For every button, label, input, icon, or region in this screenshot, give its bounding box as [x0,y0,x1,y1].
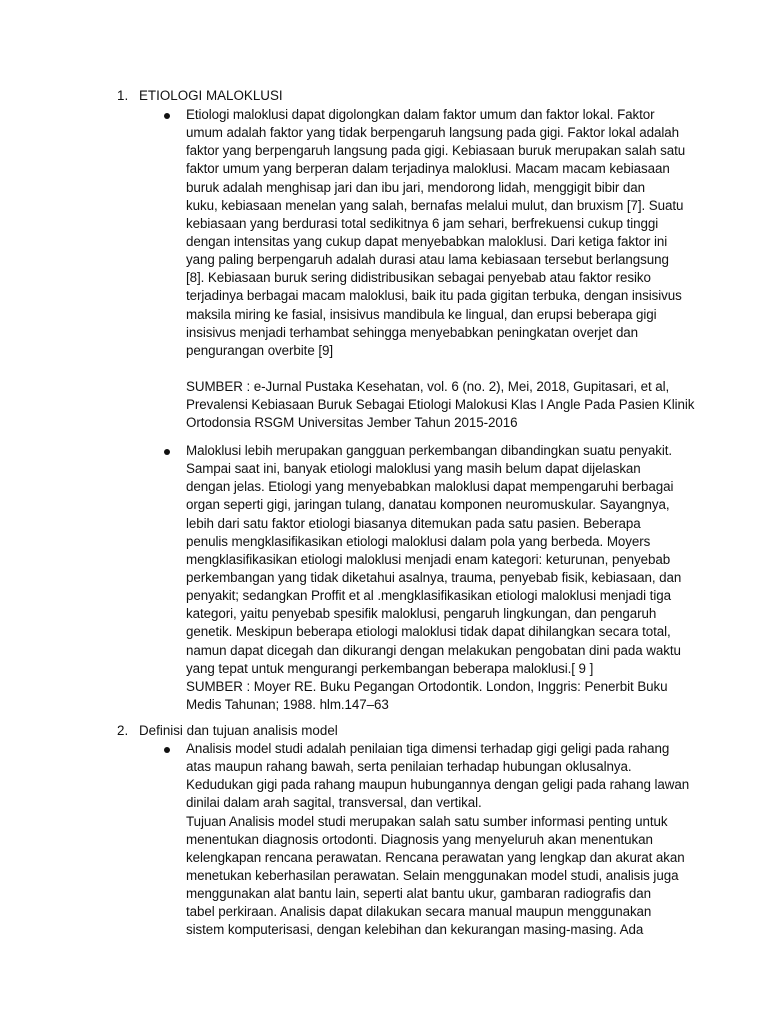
text-line: SUMBER : e-Jurnal Pustaka Kesehatan, vol. 6 (no. 2), Mei, 2018, Gupitasari, et al, [186,379,670,395]
section-heading-1 [117,87,717,105]
text-line: penyakit; sedangkan Proffit et al .mengklasifikasikan etiologi maloklusi menjadi tiga [186,588,671,604]
list-item [186,442,706,714]
text-line: menentukan diagnosis ortodonti. Diagnosis yang menyeluruh akan menentukan [186,831,653,847]
paragraph [186,740,706,940]
text-line: yang paling berpengaruh adalah durasi atau lama kebiasaan tersebut berlangsung [186,252,669,268]
text-line: kuku, kebiasaan menelan yang salah, bernafas melalui mulut, dan bruxism [7]. Suatu [186,197,684,213]
text-line: dengan jelas. Etiologi yang menyebabkan maloklusi dapat mempengaruhi berbagai [186,479,674,495]
text-line: insisivus menjadi terhambat sehingga menyebabkan peningkatan overjet dan [186,324,639,340]
text-line: kategori, yaitu penyebab spesifik maloklusi, pengaruh lingkungan, dan pengaruh [186,606,657,622]
text-line: perkembangan yang tidak diketahui asalnya, trauma, penyebab fisik, kebiasaan, dan [186,569,682,585]
text-line: Sampai saat ini, banyak etiologi maloklusi yang masih belum dapat dijelaskan [186,461,641,477]
text-line: SUMBER : Moyer RE. Buku Pegangan Ortodontik. London, Inggris: Penerbit Buku [186,678,668,694]
text-line: pengurangan overbite [9] [186,342,333,358]
text-line: Tujuan Analisis model studi merupakan salah satu sumber informasi penting untuk [186,813,668,829]
text-line: genetik. Meskipun beberapa etiologi maloklusi tidak dapat dihilangkan secara total, [186,624,671,640]
source-citation [186,378,706,432]
text-line: penulis mengklasifikasikan etiologi maloklusi dalam pola yang berbeda. Moyers [186,533,651,549]
text-line: Analisis model studi adalah penilaian tiga dimensi terhadap gigi geligi pada rahang [186,741,670,756]
text-line: kebiasaan yang berdurasi total sedikitnya 6 jam sehari, berfrekuensi cukup tinggi [186,215,659,231]
text-line: organ seperti gigi, jaringan tulang, danatau komponen neuromuskular. Sayangnya, [186,497,670,513]
bullet-icon [164,113,170,119]
text-line: Kedudukan gigi pada rahang maupun hubungannya dengan geligi pada rahang lawan [186,777,690,793]
text-line: dengan intensitas yang cukup dapat menyebabkan maloklusi. Dari ketiga faktor ini [186,233,668,249]
paragraph [186,442,706,678]
section-title: ETIOLOGI MALOKLUSI [139,88,283,103]
bullet-icon [164,449,170,455]
text-line: Ortodonsia RSGM Universitas Jember Tahun 2015-2016 [186,415,518,431]
section-number: 2. [117,723,129,738]
text-line: atas maupun rahang bawah, serta penilaian terhadap hubungan oklusalnya. [186,759,632,775]
text-line: mengklasifikasikan etiologi maloklusi menjadi enam kategori: keturunan, penyebab [186,551,671,567]
text-line: umum adalah faktor yang tidak berpengaruh langsung pada gigi. Faktor lokal adalah [186,125,680,141]
text-line: Prevalensi Kebiasaan Buruk Sebagai Etiologi Malokusi Klas I Angle Pada Pasien Klinik [186,397,695,413]
bullet-icon [164,747,170,753]
text-line: [8]. Kebiasaan buruk sering didistribusikan sebagai penyebab atau faktor resiko [186,270,651,286]
text-line: menggunakan alat bantu lain, seperti alat bantu ukur, gambaran radiografis dan [186,886,651,902]
paragraph [186,106,706,360]
text-line: yang tepat untuk mengurangi perkembangan beberapa maloklusi.[ 9 ] [186,660,594,676]
text-line: terjadinya berbagai macam maloklusi, baik itu pada gigitan terbuka, dengan insisivus [186,288,682,304]
text-line: namun dapat dicegah dan dikurangi dengan melakukan pengobatan dini pada waktu [186,642,681,658]
text-line: menetukan keberhasilan perawatan. Selain menggunakan model studi, analisis juga [186,867,679,883]
text-line: Etiologi maloklusi dapat digolongkan dalam faktor umum dan faktor lokal. Faktor [186,107,655,122]
text-line: Medis Tahunan; 1988. hlm.147–63 [186,696,389,712]
text-line: lebih dari satu faktor etiologi biasanya ditemukan pada satu pasien. Beberapa [186,515,641,531]
text-line: sistem komputerisasi, dengan kelebihan dan kekurangan masing-masing. Ada [186,922,644,938]
list-item [186,740,706,940]
text-line: maksila miring ke fasial, insisivus mandibula ke lingual, dan erupsi beberapa gigi [186,306,657,322]
text-line: faktor umum yang berperan dalam terjadinya maloklusi. Macam macam kebiasaan [186,161,670,177]
source-citation [186,678,706,714]
text-line: faktor yang berpengaruh langsung pada gigi. Kebiasaan buruk merupakan salah satu [186,143,686,159]
section-title: Definisi dan tujuan analisis model [139,723,338,738]
text-line: buruk adalah menghisap jari dan ibu jari, mendorong lidah, menggigit bibir dan [186,179,646,195]
text-line: Maloklusi lebih merupakan gangguan perkembangan dibandingkan suatu penyakit. [186,443,672,458]
section-heading-2 [117,722,717,740]
list-item [186,106,706,433]
section-number: 1. [117,88,129,103]
text-line: tabel perkiraan. Analisis dapat dilakukan secara manual maupun menggunakan [186,904,652,920]
text-line: kelengkapan rencana perawatan. Rencana perawatan yang lengkap dan akurat akan [186,849,685,865]
text-line: dinilai dalam arah sagital, transversal, dan vertikal. [186,795,482,811]
